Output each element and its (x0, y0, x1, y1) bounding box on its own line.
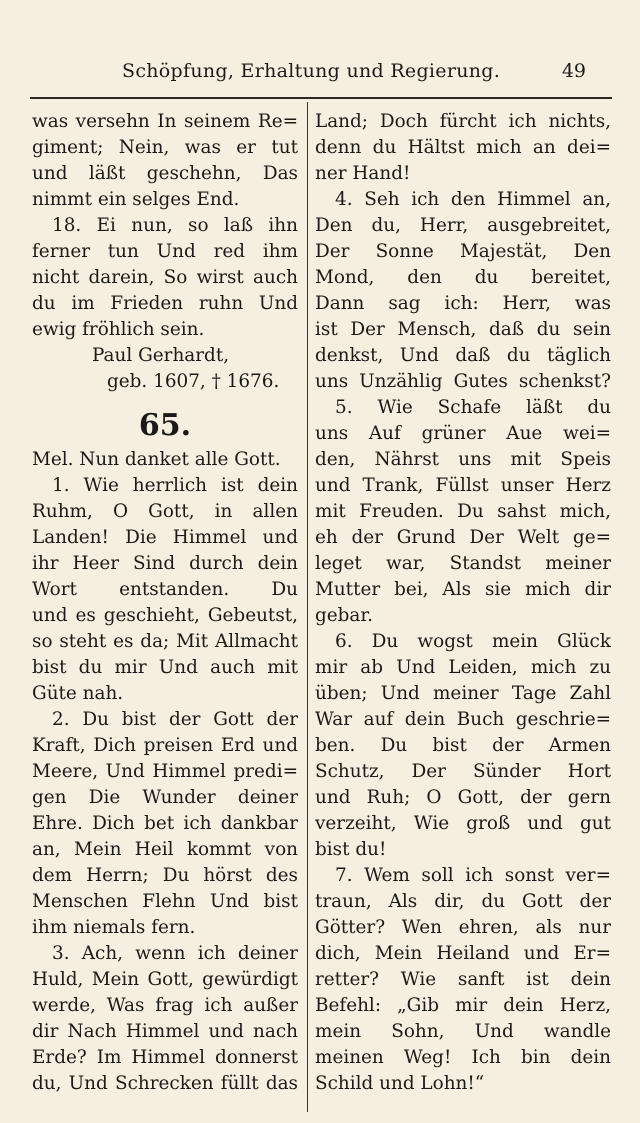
text-line: Güte nah. (32, 683, 124, 704)
text-line: Meere, Und Himmel predi= (32, 761, 298, 782)
text-line: 18. Ei nun, so laß ihn (52, 215, 298, 236)
text-line: gebar. (315, 605, 374, 626)
text-line: ferner tun Und red ihm (32, 241, 298, 262)
text-line: ben. Du bist der Armen (315, 735, 611, 756)
page-number: 49 (561, 60, 586, 82)
text-line: 2. Du bist der Gott der (52, 709, 298, 730)
text-line: und Trank, Füllst unser Herz (315, 475, 611, 496)
text-line: War auf dein Buch geschrie= (315, 709, 611, 730)
text-line: bist du! (315, 839, 387, 860)
text-line: Paul Gerhardt, (92, 345, 230, 366)
text-line: 3. Ach, wenn ich deiner (52, 943, 298, 964)
text-line: Der Sonne Majestät, Den (315, 241, 611, 262)
text-line: meinen Weg! Ich bin dein (315, 1047, 611, 1068)
text-line: dem Herrn; Du hörst des (32, 865, 298, 886)
text-line: Mutter bei, Als sie mich dir (315, 579, 611, 600)
text-line: Erde? Im Himmel donnerst (32, 1047, 298, 1068)
text-line: werde, Was frag ich außer (32, 995, 298, 1016)
text-line: du im Frieden ruhn Und (32, 293, 298, 314)
text-line: üben; Und meiner Tage Zahl (315, 683, 611, 704)
text-line: Kraft, Dich preisen Erd und (32, 735, 298, 756)
text-line: gen Die Wunder deiner (32, 787, 298, 808)
text-line: 7. Wem soll ich sonst ver= (335, 865, 611, 886)
text-line: Schild und Lohn!“ (315, 1073, 485, 1094)
text-line: 4. Seh ich den Himmel an, (335, 189, 611, 210)
text-line: nimmt ein selges End. (32, 189, 240, 210)
text-line: du, Und Schrecken füllt das (32, 1073, 298, 1094)
text-line: Mond, den du bereitet, (315, 267, 611, 288)
header-rule (30, 97, 612, 99)
column-divider (307, 102, 308, 1112)
text-line: uns Auf grüner Aue wei= (315, 423, 611, 444)
text-line: 5. Wie Schafe läßt du (335, 397, 611, 418)
left-column (32, 109, 298, 1097)
hymn-number: 65. (138, 408, 192, 443)
running-title: Schöpfung, Erhaltung und Regierung. (122, 60, 501, 82)
text-line: Den du, Herr, ausgebreitet, (315, 215, 611, 236)
text-line: und es geschieht, Gebeutst, (32, 605, 298, 626)
text-line: und Ruh; O Gott, der gern (315, 787, 611, 808)
text-line: uns Unzählig Gutes schenkst? (315, 371, 611, 392)
text-line: ist Der Mensch, daß du sein (315, 319, 611, 340)
right-column (315, 109, 611, 1097)
text-line: was versehn In seinem Re= (32, 111, 298, 132)
text-line: denkst, Und daß du täglich (315, 345, 611, 366)
text-line: leget war, Standst meiner (315, 553, 611, 574)
text-line: Huld, Mein Gott, gewürdigt (32, 969, 298, 990)
text-line: 6. Du wogst mein Glück (335, 631, 611, 652)
text-line: Menschen Flehn Und bist (32, 891, 298, 912)
text-line: und läßt geschehn, Das (32, 163, 298, 184)
text-line: Befehl: „Gib mir dein Herz, (315, 995, 611, 1016)
text-line: mit Freuden. Du sahst mich, (315, 501, 611, 522)
text-line: Mel. Nun danket alle Gott. (32, 449, 281, 470)
text-line: ihr Heer Sind durch dein (32, 553, 298, 574)
text-line: so steht es da; Mit Allmacht (32, 631, 298, 652)
text-line: Wort entstanden. Du (32, 579, 298, 600)
text-line: Schutz, Der Sünder Hort (315, 761, 611, 782)
text-line: geb. 1607, † 1676. (107, 371, 280, 392)
text-line: denn du Hältst mich an dei= (315, 137, 611, 158)
text-line: ewig fröhlich sein. (32, 319, 205, 340)
text-line: an, Mein Heil kommt von (32, 839, 298, 860)
text-line: ner Hand! (315, 163, 411, 184)
text-line: eh der Grund Der Welt ge= (315, 527, 611, 548)
text-line: Ruhm, O Gott, in allen (32, 501, 298, 522)
text-line: dir Nach Himmel und nach (32, 1021, 298, 1042)
text-line: bist du mir Und auch mit (32, 657, 298, 678)
text-line: Dann sag ich: Herr, was (315, 293, 611, 314)
text-line: mir ab Und Leiden, mich zu (315, 657, 611, 678)
text-line: giment; Nein, was er tut (32, 137, 298, 158)
text-line: dich, Mein Heiland und Er= (315, 943, 611, 964)
text-line: Ehre. Dich bet ich dankbar (32, 813, 298, 834)
running-header (30, 58, 590, 90)
text-line: Landen! Die Himmel und (32, 527, 298, 548)
text-line: nicht darein, So wirst auch (32, 267, 298, 288)
text-line: 1. Wie herrlich ist dein (52, 475, 298, 496)
text-line: Land; Doch fürcht ich nichts, (315, 111, 611, 132)
text-line: Götter? Wen ehren, als nur (315, 917, 611, 938)
text-line: ihm niemals fern. (32, 917, 196, 938)
text-line: den, Nährst uns mit Speis (315, 449, 611, 470)
text-line: mein Sohn, Und wandle (315, 1021, 611, 1042)
text-line: retter? Wie sanft ist dein (315, 969, 611, 990)
text-line: verzeiht, Wie groß und gut (315, 813, 611, 834)
text-line: traun, Als dir, du Gott der (315, 891, 611, 912)
